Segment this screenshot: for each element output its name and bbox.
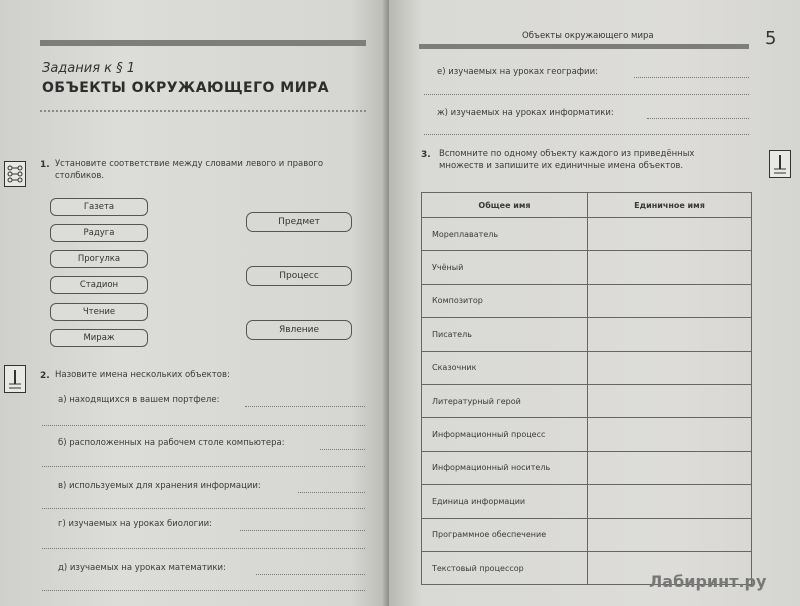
task3-line2: множеств и запишите их единичные имена объектов.: [439, 161, 684, 171]
general-name-cell: Информационный процесс: [422, 418, 588, 451]
general-name-cell: Писатель: [422, 318, 588, 351]
watermark: Лабиринт.ру: [649, 572, 767, 591]
section-label: Задания к § 1: [42, 61, 136, 76]
task2-item-a: а) находящихся в вашем портфеле:: [58, 395, 220, 405]
single-name-cell[interactable]: [588, 518, 752, 551]
table-row: [422, 251, 752, 284]
task2-item-g: г) изучаемых на уроках биологии:: [58, 519, 213, 529]
match-left-2: Радуга: [50, 224, 148, 242]
single-name-cell[interactable]: [588, 384, 752, 417]
answer-line: [256, 574, 365, 575]
running-header: Объекты окружающего мира: [522, 31, 654, 41]
task1-line1: Установите соответствие между словами левого и правого: [55, 159, 324, 169]
task2-item-v: в) используемых для хранения информации:: [58, 481, 261, 491]
answer-line: [298, 492, 365, 493]
answer-line: [245, 406, 365, 407]
match-right-2: Процесс: [246, 266, 352, 286]
single-name-cell[interactable]: [588, 318, 752, 351]
general-name-cell: Программное обеспечение: [422, 518, 588, 551]
answer-line: [634, 77, 749, 78]
page-title: ОБЪЕКТЫ ОКРУЖАЮЩЕГО МИРА: [42, 80, 330, 96]
answer-line: [647, 118, 749, 119]
single-name-cell[interactable]: [588, 251, 752, 284]
table-row: [422, 384, 752, 417]
task2-text: Назовите имена нескольких объектов:: [55, 370, 230, 380]
match-right-1: Предмет: [246, 212, 352, 232]
table-row: [422, 418, 752, 451]
general-name-cell: Сказочник: [422, 351, 588, 384]
answer-line: [424, 94, 749, 95]
general-name-cell: Композитор: [422, 284, 588, 317]
task3-number: 3.: [421, 150, 431, 160]
table-row: [422, 351, 752, 384]
table-row: [422, 451, 752, 484]
task3-text: [439, 148, 759, 172]
pencil-icon: [769, 150, 791, 178]
answer-line: [42, 590, 365, 591]
single-name-cell[interactable]: [588, 485, 752, 518]
answer-line: [42, 508, 365, 509]
answer-line: [42, 548, 365, 549]
names-table: [421, 192, 752, 585]
general-name-cell: Текстовый процессор: [422, 551, 588, 584]
task2-item-b: б) расположенных на рабочем столе компьютера:: [58, 438, 285, 448]
table-row: [422, 318, 752, 351]
answer-line: [320, 449, 365, 450]
single-name-cell[interactable]: [588, 451, 752, 484]
task1-number: 1.: [40, 160, 50, 170]
top-rule: [40, 40, 366, 46]
answer-line: [424, 134, 749, 135]
grid-icon: [4, 161, 26, 187]
general-name-cell: Информационный носитель: [422, 451, 588, 484]
match-left-6: Мираж: [50, 329, 148, 347]
right-page: [389, 0, 800, 606]
general-name-cell: Единица информации: [422, 485, 588, 518]
task1-text: [55, 158, 375, 182]
single-name-cell[interactable]: [588, 218, 752, 251]
answer-line: [42, 425, 365, 426]
single-name-cell[interactable]: [588, 418, 752, 451]
single-name-cell[interactable]: [588, 351, 752, 384]
match-left-3: Прогулка: [50, 250, 148, 268]
general-name-cell: Мореплаватель: [422, 218, 588, 251]
answer-line: [42, 466, 365, 467]
table-row: [422, 485, 752, 518]
page-number: 5: [765, 28, 777, 49]
task1-line2: столбиков.: [55, 171, 105, 181]
top-rule: [419, 44, 749, 49]
column-header: Единичное имя: [588, 193, 752, 218]
match-left-5: Чтение: [50, 303, 148, 321]
table-row: [422, 284, 752, 317]
match-left-1: Газета: [50, 198, 148, 216]
general-name-cell: Литературный герой: [422, 384, 588, 417]
column-header: Общее имя: [422, 193, 588, 218]
single-name-cell[interactable]: [588, 284, 752, 317]
table-row: [422, 518, 752, 551]
left-page: [0, 0, 389, 606]
title-divider: [40, 110, 366, 112]
match-right-3: Явление: [246, 320, 352, 340]
table-row: [422, 218, 752, 251]
task2-number: 2.: [40, 371, 50, 381]
match-left-4: Стадион: [50, 276, 148, 294]
task3-line1: Вспомните по одному объекту каждого из приведённых: [439, 149, 695, 159]
general-name-cell: Учёный: [422, 251, 588, 284]
pencil-icon: [4, 365, 26, 393]
table-header-row: [422, 193, 752, 218]
task2-item-d: д) изучаемых на уроках математики:: [58, 563, 226, 573]
item-e: е) изучаемых на уроках географии:: [437, 67, 598, 77]
item-zh: ж) изучаемых на уроках информатики:: [437, 108, 614, 118]
answer-line: [240, 530, 365, 531]
